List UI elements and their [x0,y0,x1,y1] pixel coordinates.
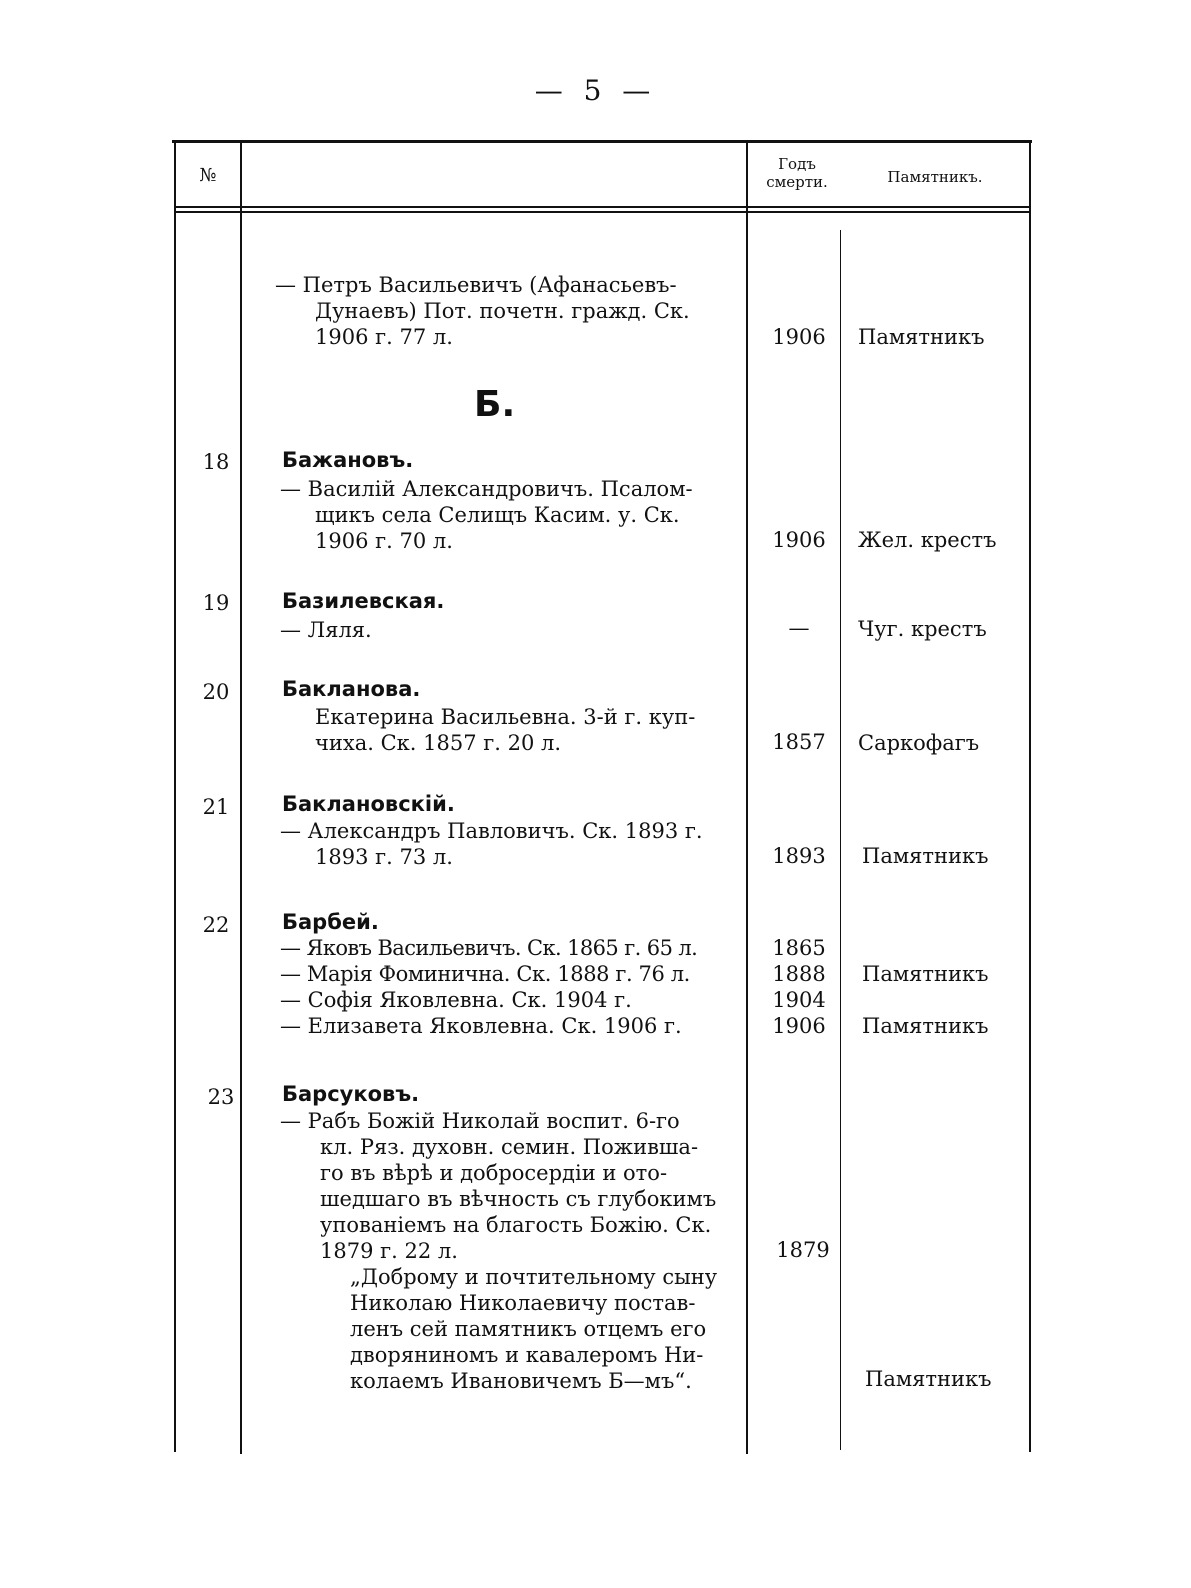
entry-monument: Памятникъ [862,844,989,868]
entry-number: 21 [202,795,230,819]
table-right-border [1029,142,1031,1452]
entry-line: 1893 г. 73 л. [315,845,453,869]
entry-year: 1906 [772,528,826,552]
entry-surname: Барсуковъ. [282,1082,420,1106]
entry-line: 1906 г. 70 л. [315,529,453,553]
entry-year: 1906 [772,325,826,349]
person-line: — Яковъ Васильевичъ. Ск. 1865 г. 65 л. [280,936,698,960]
entry-line: — Ляля. [280,618,372,642]
entry-year: — [788,616,810,640]
entry-line: — Рабъ Божій Николай воспит. 6-го [280,1109,680,1133]
entry-monument: Саркофагъ [858,731,980,755]
entry-monument: Памятникъ [858,325,985,349]
entry-number: 22 [202,913,230,937]
entry-line: — Василій Александровичъ. Псалом- [280,477,693,501]
inscription-line: „Доброму и почтительному сыну [350,1265,718,1289]
entry-number: 23 [207,1085,235,1109]
inscription-line: колаемъ Ивановичемъ Б—мъ“. [350,1369,692,1393]
header-rule-1 [175,206,1030,208]
entry-line: чиха. Ск. 1857 г. 20 л. [315,731,562,755]
person-line: — Софія Яковлевна. Ск. 1904 г. [280,988,632,1012]
entry-line: упованіемъ на благость Божію. Ск. [320,1213,712,1237]
entry-surname: Бакланова. [282,677,421,701]
page-number: — 5 — [534,74,657,107]
entry-number: 18 [202,450,230,474]
entry-monument: Жел. крестъ [858,528,997,552]
entry-surname: Базилевская. [282,589,445,613]
column-divider-year [840,230,841,1450]
entry-line: щикъ села Селищъ Касим. у. Ск. [315,503,680,527]
letter-heading: Б. [474,384,516,425]
entry-year: 1893 [772,844,826,868]
person-line: — Марія Фоминична. Ск. 1888 г. 76 л. [280,962,690,986]
entry-monument: Памятникъ [865,1367,992,1391]
entry-surname: Баклановскій. [282,792,455,816]
header-year: Годъ смерти. [766,155,828,191]
entry-surname: Барбей. [282,910,379,934]
entry-line: Екатерина Васильевна. 3-й г. куп- [315,705,696,729]
header-number: № [199,165,217,186]
inscription-line: дворяниномъ и кавалеромъ Ни- [350,1343,704,1367]
entry-line: Дунаевъ) Пот. почетн. гражд. Ск. [315,299,690,323]
header-monument: Памятникъ. [887,168,983,186]
person-year: 1904 [772,988,826,1012]
entry-number: 19 [202,591,230,615]
entry-line: 1879 г. 22 л. [320,1239,458,1263]
table-left-border [174,142,176,1452]
entry-monument: Чуг. крестъ [858,617,987,641]
entry-surname: Бажановъ. [282,448,414,472]
entry-line: 1906 г. 77 л. [315,325,453,349]
inscription-line: ленъ сей памятникъ отцемъ его [350,1317,707,1341]
header-rule-2 [175,211,1030,213]
entry-line: — Александръ Павловичъ. Ск. 1893 г. [280,819,703,843]
person-year: 1906 [772,1014,826,1038]
table-top-rule [172,140,1032,143]
person-line: — Елизавета Яковлевна. Ск. 1906 г. [280,1014,682,1038]
person-monument: Памятникъ [862,1014,989,1038]
entry-line: кл. Ряз. духовн. семин. Поживша- [320,1135,699,1159]
person-monument: Памятникъ [862,962,989,986]
person-year: 1888 [772,962,826,986]
entry-year: 1879 [776,1238,830,1262]
entry-number: 20 [202,680,230,704]
entry-year: 1857 [772,730,826,754]
entry-line: го въ вѣрѣ и добросердіи и ото- [320,1161,668,1185]
person-year: 1865 [772,936,826,960]
entry-line: — Петръ Васильевичъ (Афанасьевъ- [275,273,677,297]
inscription-line: Николаю Николаевичу постав- [350,1291,696,1315]
entry-line: шедшаго въ вѣчность съ глубокимъ [320,1187,717,1211]
